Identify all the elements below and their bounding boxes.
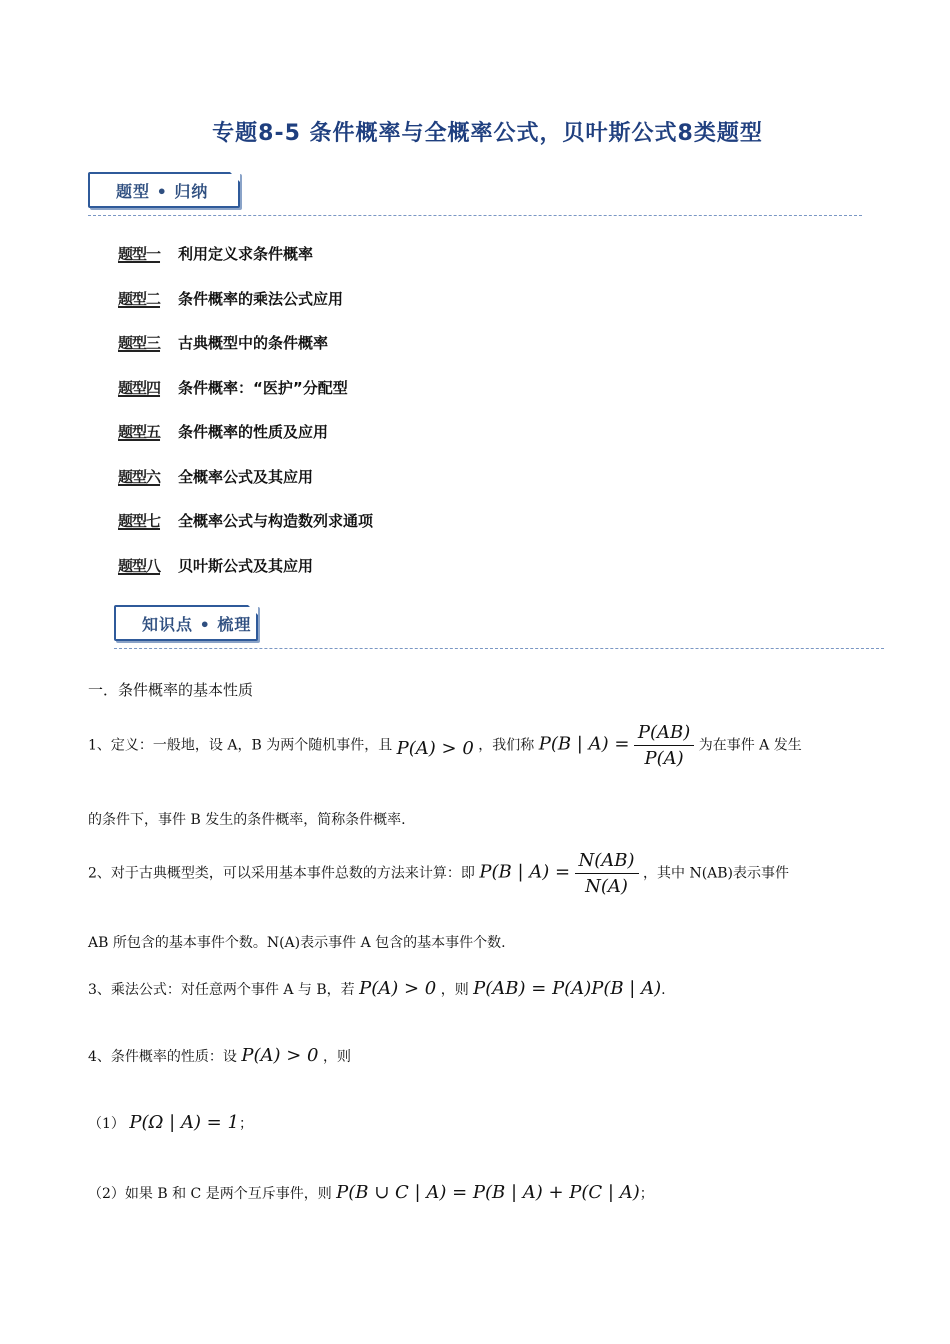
toc-item <box>118 288 343 309</box>
math-lhs: P(B | A) = <box>479 861 571 883</box>
math-formula: P(Ω | A) = 1 <box>129 1112 239 1133</box>
toc-badge: 题型三 <box>118 334 161 352</box>
math-lhs: P(B | A) = <box>538 733 630 755</box>
toc-badge: 题型七 <box>118 512 161 530</box>
toc-badge: 题型一 <box>118 245 161 263</box>
math-formula: P(B ∪ C | A) = P(B | A) + P(C | A) <box>336 1182 640 1203</box>
math-condition: P(A) > 0 <box>241 1045 319 1066</box>
math-condition: P(A) > 0 <box>359 978 437 999</box>
page-title: 专题8-5 条件概率与全概率公式，贝叶斯公式8类题型 <box>212 121 763 146</box>
paragraph-definition: 1、定义：一般地，设 A，B 为两个随机事件，且 P(A) > 0 ，我们称 P(B | A) = $\frac{P(AB)}{P(A)}$ 为在事件 A 发生 <box>88 722 802 769</box>
toc-badge: 题型二 <box>118 290 161 308</box>
math-fraction: $\frac{N(AB)}{N(A)}$ <box>575 850 639 897</box>
paragraph-multiplication: 3、乘法公式：对任意两个事件 A 与 B，若 P(A) > 0 ，则 P(AB) = P(A)P(B | A). <box>88 978 666 999</box>
toc-item <box>118 421 328 442</box>
toc-badge: 题型四 <box>118 379 161 397</box>
toc-text: 全概率公式与构造数列求通项 <box>178 512 374 530</box>
divider <box>88 215 862 216</box>
toc-badge: 题型六 <box>118 468 161 486</box>
toc-text: 利用定义求条件概率 <box>178 245 314 263</box>
math-fraction: $\frac{P(AB)}{P(A)}$ <box>634 722 694 769</box>
paragraph-classical-cont: AB 所包含的基本事件个数。N(A)表示事件 A 包含的基本事件个数. <box>88 935 506 951</box>
toc-text: 古典概型中的条件概率 <box>178 334 329 352</box>
section-tag-summary: 题型 • 归纳 <box>88 172 240 208</box>
toc-text: 条件概率的乘法公式应用 <box>178 290 344 308</box>
toc-item <box>118 510 373 531</box>
toc-badge: 题型五 <box>118 423 161 441</box>
toc-item <box>118 555 313 576</box>
toc-text: 条件概率：“医护”分配型 <box>178 379 348 397</box>
property-2: （2）如果 B 和 C 是两个互斥事件，则 P(B ∪ C | A) = P(B | A) + P(C | A)； <box>88 1182 654 1203</box>
section-heading: 一．条件概率的基本性质 <box>88 681 254 699</box>
toc-text: 全概率公式及其应用 <box>178 468 314 486</box>
toc-text: 条件概率的性质及应用 <box>178 423 329 441</box>
toc-badge: 题型八 <box>118 557 161 575</box>
paragraph-definition-cont: 的条件下，事件 B 发生的条件概率，简称条件概率. <box>88 812 406 828</box>
paragraph-properties: 4、条件概率的性质：设 P(A) > 0 ，则 <box>88 1045 351 1066</box>
toc-item <box>118 377 348 398</box>
toc-item <box>118 243 313 264</box>
toc-item <box>118 466 313 487</box>
math-formula: P(AB) = P(A)P(B | A) <box>473 978 662 999</box>
toc-item <box>118 332 328 353</box>
paragraph-classical: 2、对于古典概型类，可以采用基本事件总数的方法来计算：即 P(B | A) = $\frac{N(AB)}{N(A)}$ ，其中 N(AB)表示事件 <box>88 850 790 897</box>
toc-text: 贝叶斯公式及其应用 <box>178 557 314 575</box>
section-tag-knowledge: 知识点 • 梳理 <box>114 605 258 641</box>
divider <box>114 648 884 649</box>
math-condition: P(A) > 0 <box>396 737 474 759</box>
property-1: （1） P(Ω | A) = 1； <box>88 1112 253 1133</box>
